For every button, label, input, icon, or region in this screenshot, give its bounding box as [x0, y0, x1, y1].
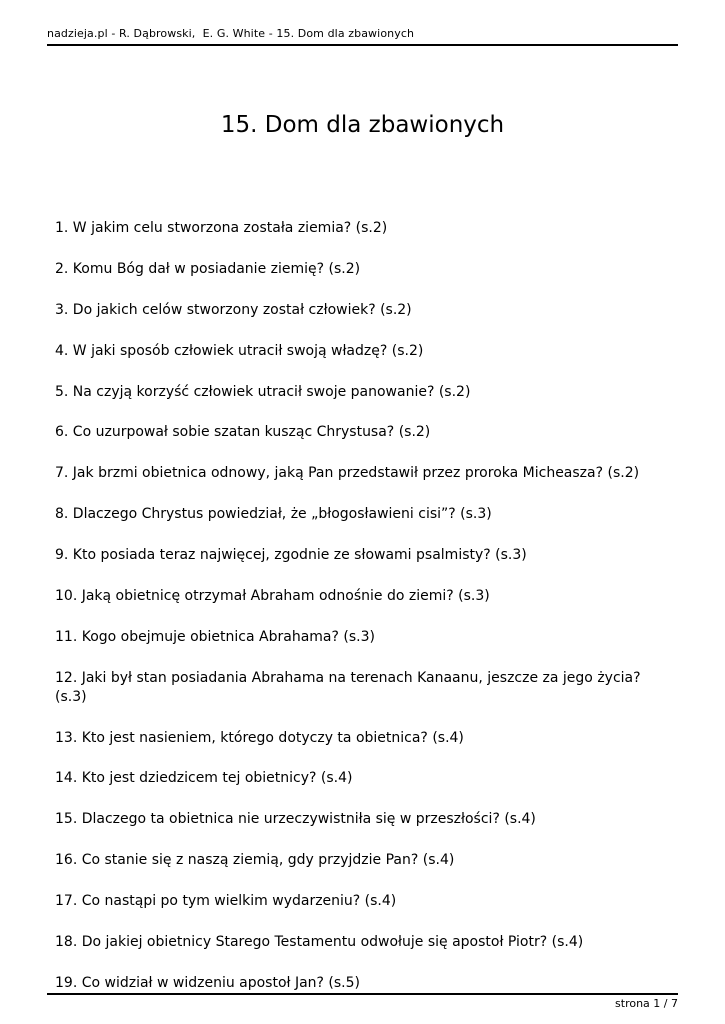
header-divider	[47, 44, 678, 46]
question-item: 14. Kto jest dziedzicem tej obietnicy? (s.4)	[55, 770, 353, 787]
header-text: nadzieja.pl - R. Dąbrowski, E. G. White - 15. Dom dla zbawionych	[47, 27, 415, 40]
questions-list	[55, 219, 673, 1015]
question-item: 11. Kogo obejmuje obietnica Abrahama? (s.3)	[55, 628, 375, 645]
question-item: 19. Co widział w widzeniu apostoł Jan? (s.5)	[55, 974, 360, 991]
question-item: 17. Co nastąpi po tym wielkim wydarzeniu? (s.4)	[55, 893, 397, 910]
page-number: strona 1 / 7	[615, 997, 678, 1010]
question-item: 6. Co uzurpował sobie szatan kusząc Chrystusa? (s.2)	[55, 424, 431, 441]
page-title: 15. Dom dla zbawionych	[220, 112, 505, 138]
question-item: 5. Na czyją korzyść człowiek utracił swoje panowanie? (s.2)	[55, 383, 471, 400]
question-item: 9. Kto posiada teraz najwięcej, zgodnie ze słowami psalmisty? (s.3)	[55, 547, 527, 564]
question-item: 18. Do jakiej obietnicy Starego Testamentu odwołuje się apostoł Piotr? (s.4)	[55, 934, 584, 951]
footer-divider	[47, 993, 678, 995]
question-item: 10. Jaką obietnicę otrzymał Abraham odnośnie do ziemi? (s.3)	[55, 588, 490, 605]
page-header	[47, 27, 678, 46]
question-item: 4. W jaki sposób człowiek utracił swoją władzę? (s.2)	[55, 342, 424, 359]
page-footer	[47, 993, 678, 1010]
question-item: 13. Kto jest nasieniem, którego dotyczy ta obietnica? (s.4)	[55, 729, 464, 746]
question-item: 8. Dlaczego Chrystus powiedział, że „błogosławieni cisi”? (s.3)	[55, 506, 492, 523]
question-item: 3. Do jakich celów stworzony został człowiek? (s.2)	[55, 301, 412, 318]
question-item: 1. W jakim celu stworzona została ziemia? (s.2)	[55, 220, 388, 236]
question-item: 12. Jaki był stan posiadania Abrahama na terenach Kanaanu, jeszcze za jego życia? (s.3)	[55, 669, 641, 705]
question-item: 16. Co stanie się z naszą ziemią, gdy przyjdzie Pan? (s.4)	[55, 852, 455, 869]
question-item: 15. Dlaczego ta obietnica nie urzeczywistniła się w przeszłości? (s.4)	[55, 811, 536, 828]
question-item: 7. Jak brzmi obietnica odnowy, jaką Pan przedstawił przez proroka Micheasza? (s.2)	[55, 465, 640, 482]
question-item: 2. Komu Bóg dał w posiadanie ziemię? (s.2)	[55, 260, 361, 277]
